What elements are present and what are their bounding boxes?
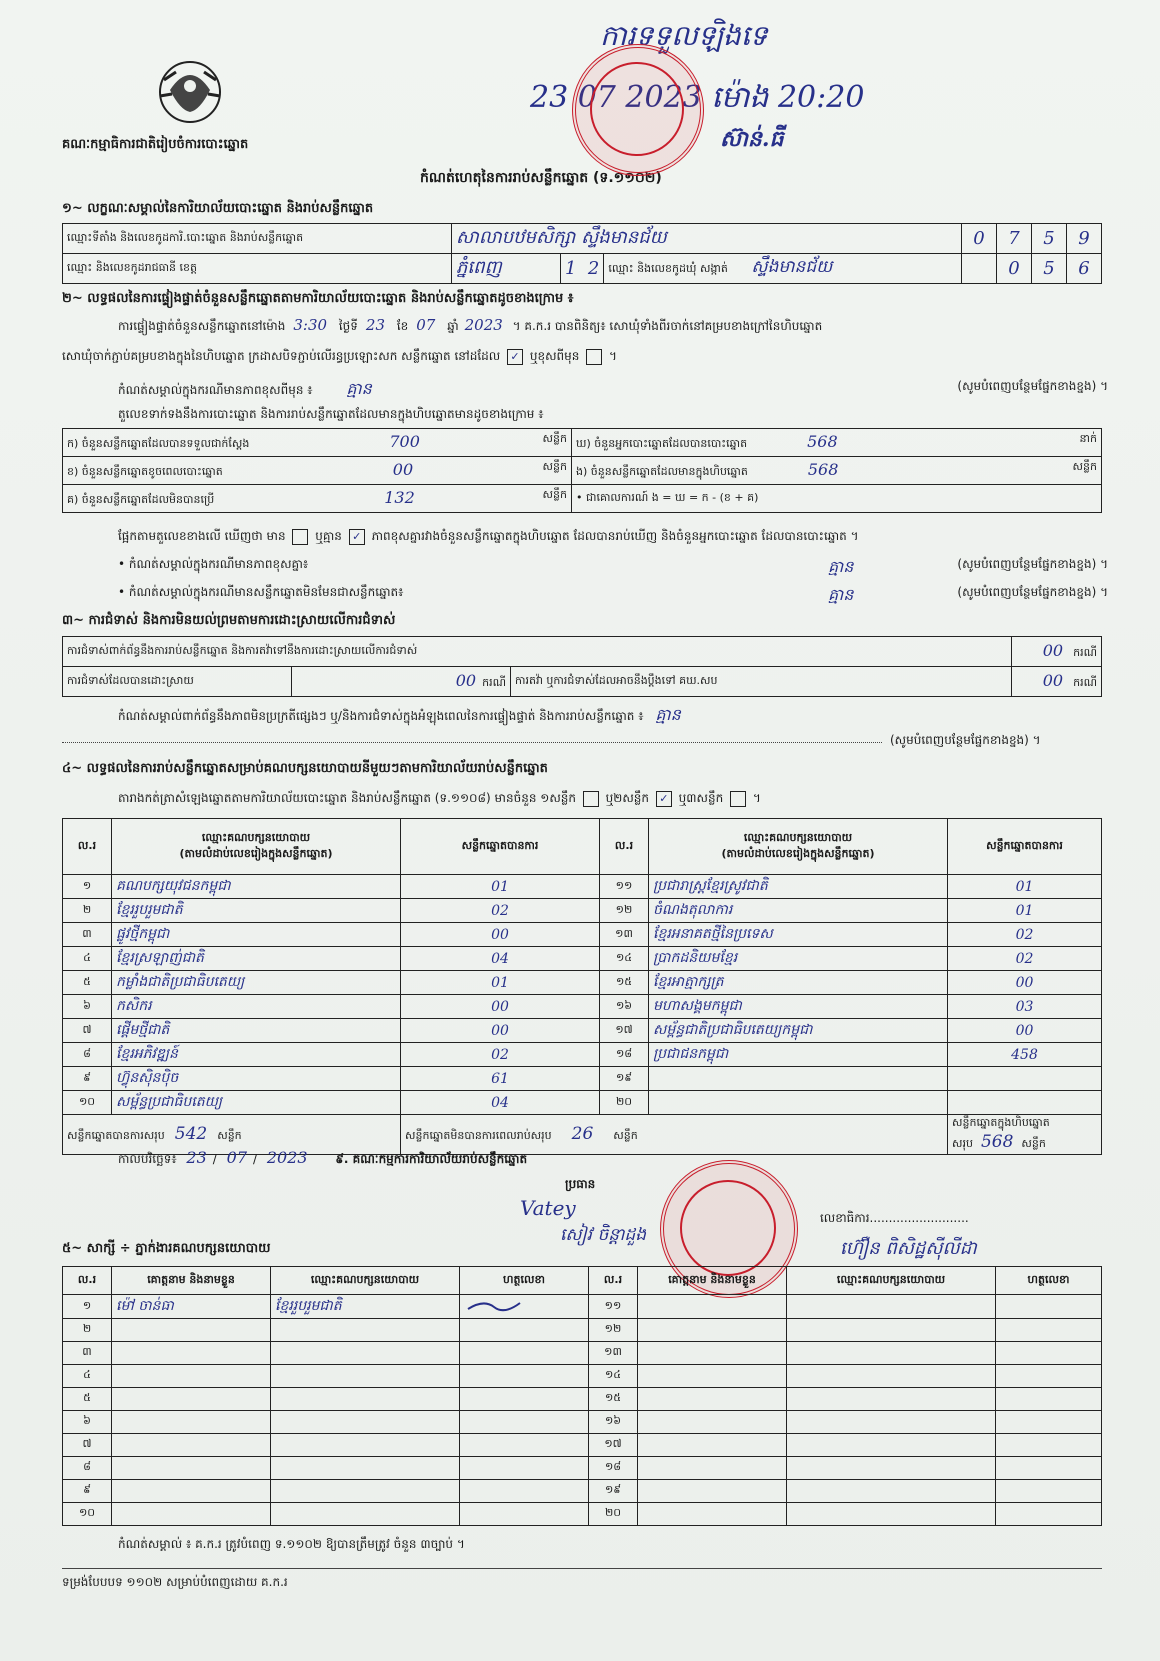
witness-party: [271, 1388, 460, 1411]
party-votes: 00: [401, 995, 600, 1019]
party-votes: 01: [401, 971, 600, 995]
witness-number: ៧: [63, 1434, 112, 1457]
witness-number: ១១: [589, 1295, 638, 1319]
party-votes: 00: [401, 923, 600, 947]
witness-row: [63, 1388, 1102, 1411]
party-name: [649, 1091, 948, 1115]
report-date: កាលបរិច្ឆេទ៖ 23 / 07 / 2023 ៩. គណៈកម្មការការិយាល័យរាប់សន្លឹកឆ្នោត: [118, 1148, 528, 1167]
party-number: ១២: [600, 899, 649, 923]
witness-signature[interactable]: [996, 1295, 1102, 1319]
witness-name: ម៉ៅ ចាន់ធា: [112, 1295, 271, 1319]
party-name: សម្ព័ន្ធប្រជាធិបតេយ្យ: [112, 1091, 401, 1115]
location-value: សាលាបឋមសិក្សា ស្ទឹងមានជ័យ: [452, 224, 962, 254]
party-number: ៧: [63, 1019, 112, 1043]
witness-signature[interactable]: [460, 1457, 589, 1480]
party-name: ខ្មែររួបរួមជាតិ: [112, 899, 401, 923]
party-name: ខ្មែរស្រឡាញ់ជាតិ: [112, 947, 401, 971]
commune-label: ឈ្មោះ និងលេខកូដឃុំ សង្កាត់: [608, 262, 728, 275]
party-number: ១៧: [600, 1019, 649, 1043]
commune-code-2: 5: [1032, 254, 1067, 284]
party-votes: 00: [948, 971, 1102, 995]
footer-form-note: ទម្រង់បែបបទ ១១០២ សម្រាប់បំពេញដោយ គ.ក.រ: [62, 1575, 288, 1589]
witness-signature[interactable]: [460, 1342, 589, 1365]
figures-intro: តួលេខទាក់ទងនឹងការបោះឆ្នោត និងការរាប់សន្លឹកឆ្នោតដែលមានក្នុងហិបឆ្នោតមានដូចខាងក្រោម ៖: [118, 407, 544, 421]
witness-table: ល.រ គោត្តនាម និងនាមខ្លួន ឈ្មោះគណបក្សនយោបាយ ហត្ថលេខា ល.រ គោត្តនាម និងនាមខ្លួន ឈ្មោះគណបក្សនយោបាយ ហត្ថលេខា ១ ម៉ៅ ចាន់ធា ខ្មែររួបរួមជាតិ ១១ ២ ១២ ៣ ១៣ ៤ ១៤ ៥ ១៥ ៦ ១៦ ៧ ១៧ ៨ ១៨ ៩ ១៩ ១០ ២០: [62, 1266, 1102, 1526]
witness-row: [63, 1457, 1102, 1480]
witness-signature[interactable]: [996, 1457, 1102, 1480]
footer-rule: [62, 1568, 1102, 1569]
party-result-row: [63, 1091, 1102, 1115]
witness-signature[interactable]: [460, 1411, 589, 1434]
witness-signature[interactable]: [460, 1388, 589, 1411]
one-sheet-checkbox[interactable]: [583, 791, 599, 807]
witness-number: ៣: [63, 1342, 112, 1365]
irregularity-note: កំណត់សម្គាល់ពាក់ព័ន្ធនឹងភាពមិនប្រក្រតីផ្សេងៗ ឬ/និងការជំទាស់ក្នុងអំឡុងពេលនៃការផ្ទៀងផ្ទាត់ និងការរាប់សន្លឹកឆ្នោត ៖ គ្មាន: [118, 705, 681, 724]
witness-signature[interactable]: [460, 1295, 589, 1319]
has-difference-checkbox[interactable]: [292, 529, 308, 545]
witness-number: ១៨: [589, 1457, 638, 1480]
party-votes: 458: [948, 1043, 1102, 1067]
witness-row: [63, 1295, 1102, 1319]
location-code-1: 0: [962, 224, 997, 254]
witness-number: ១៩: [589, 1480, 638, 1503]
witness-signature[interactable]: [996, 1319, 1102, 1342]
witness-party: [271, 1342, 460, 1365]
witness-row: [63, 1434, 1102, 1457]
witness-party: ខ្មែររួបរួមជាតិ: [271, 1295, 460, 1319]
party-name: ខ្មែរអនាគតថ្មីនៃប្រទេស: [649, 923, 948, 947]
witness-name: [112, 1388, 271, 1411]
witness-signature[interactable]: [996, 1388, 1102, 1411]
witness-party: [271, 1457, 460, 1480]
committee-name: គណៈកម្មាធិការជាតិរៀបចំការបោះឆ្នោត: [62, 137, 249, 152]
party-votes: 04: [401, 1091, 600, 1115]
party-name: ប្រជារាស្ត្រខ្មែរស្រូវជាតិ: [649, 875, 948, 899]
complaints-table: ការជំទាស់ពាក់ព័ន្ធនឹងការរាប់សន្លឹកឆ្នោត និងការតវ៉ាទៅនឹងការដោះស្រាយលើការជំទាស់ 00 ករណី ការជំទាស់ដែលបានដោះស្រាយ 00 ករណី ការតវ៉ា ឬការជំទាស់ដែលអាចនឹងប្តឹងទៅ គឃ.សប 00 ករណី: [62, 636, 1102, 697]
party-result-row: [63, 1019, 1102, 1043]
received-note: ការទទួលឡិងទេ: [600, 19, 768, 52]
irregularity-hint: (សូមបំពេញបន្ថែមផ្នែកខាងខ្នង) ។: [890, 733, 1041, 747]
witness-party: [787, 1295, 996, 1319]
party-number: ១១: [600, 875, 649, 899]
party-name: ចំណងតុលាការ: [649, 899, 948, 923]
witness-name: [638, 1295, 787, 1319]
witness-party: [787, 1319, 996, 1342]
location-table: [62, 223, 1102, 284]
witness-name: [638, 1319, 787, 1342]
party-votes: 02: [948, 923, 1102, 947]
witness-row: [63, 1503, 1102, 1526]
party-votes: 00: [948, 1019, 1102, 1043]
witness-party: [271, 1480, 460, 1503]
party-votes: 01: [948, 875, 1102, 899]
section4-title: ៤~ លទ្ធផលនៃការរាប់សន្លឹកឆ្នោតសម្រាប់គណបក្សនយោបាយនីមួយៗតាមការិយាល័យរាប់សន្លឹកឆ្នោត: [62, 761, 548, 776]
chair-signature: Vatey: [520, 1196, 576, 1220]
changed-checkbox[interactable]: [586, 349, 602, 365]
secretary-label: លេខាធិការ..........................: [820, 1211, 969, 1225]
witness-row: [63, 1342, 1102, 1365]
party-votes: 03: [948, 995, 1102, 1019]
received-datetime: 23 07 2023 ម៉ោង 20:20: [530, 80, 865, 115]
location-label: ឈ្មោះទីតាំង និងលេខកូដការិ.បោះឆ្នោត និងរាប់សន្លឹកឆ្នោត: [63, 224, 452, 254]
section2-title: ២~ លទ្ធផលនៃការផ្ទៀងផ្ទាត់ចំនួនសន្លឹកឆ្នោតតាមការិយាល័យបោះឆ្នោត និងរាប់សន្លឹកឆ្នោតដូចខាងក្រោម ៖: [62, 291, 574, 306]
location-code-4: 9: [1067, 224, 1102, 254]
location-code-2: 7: [997, 224, 1032, 254]
signature-scribble: [464, 1297, 524, 1313]
witness-party: [787, 1388, 996, 1411]
party-name: ប្រាកដនិយមខ្មែរ: [649, 947, 948, 971]
section3-title: ៣~ ការជំទាស់ និងការមិនយល់ព្រមតាមការដោះស្រាយលើការជំទាស់: [62, 613, 396, 628]
party-name: ខ្មែរអាត្មាក្សត្រ: [649, 971, 948, 995]
party-name: ផ្ដើមថ្មីជាតិ: [112, 1019, 401, 1043]
witness-signature[interactable]: [996, 1342, 1102, 1365]
two-sheet-checkbox[interactable]: ✓: [656, 791, 672, 807]
witness-party: [787, 1365, 996, 1388]
witness-signature[interactable]: [996, 1480, 1102, 1503]
party-votes: 00: [401, 1019, 600, 1043]
witness-party: [787, 1342, 996, 1365]
witness-number: ២០: [589, 1503, 638, 1526]
witness-row: [63, 1365, 1102, 1388]
witness-row: [63, 1411, 1102, 1434]
unchanged-checkbox[interactable]: ✓: [507, 349, 523, 365]
witness-name: [112, 1342, 271, 1365]
footnote: កំណត់សម្គាល់ ៖ គ.ក.រ ត្រូវបំពេញ ទ.១១០២ ឱ្យបានត្រឹមត្រូវ ចំនួន ៣ច្បាប់ ។: [118, 1537, 465, 1551]
witness-number: ១០: [63, 1503, 112, 1526]
witness-name: [112, 1434, 271, 1457]
suspect-ballot-note: • កំណត់សម្គាល់ក្នុងករណីមានសន្លឹកឆ្នោតមិនមែនជាសន្លឹកឆ្នោត៖ គ្មាន (សូមបំពេញបន្ថែមផ្នែកខាងខ្នង) ។: [118, 585, 1108, 604]
party-result-row: [63, 899, 1102, 923]
party-results-table: ល.រ ឈ្មោះគណបក្សនយោបាយ (តាមលំដាប់លេខរៀងក្នុងសន្លឹកឆ្នោត) សន្លឹកឆ្នោតបានការ ល.រ ឈ្មោះគណបក្សនយោបាយ (តាមលំដាប់លេខរៀងក្នុងសន្លឹកឆ្នោត) សន្លឹកឆ្នោតបានការ ១ គណបក្សយុវជនកម្ពុជា 01 ១១ ប្រជារាស្ត្រខ្មែរស្រូវជាតិ 01 ២ ខ្មែររួបរួមជាតិ 02 ១២ ចំណងតុលាការ 01 ៣ ផ្លូវថ្មីកម្ពុជា 00 ១៣ ខ្មែរអនាគតថ្មីនៃប្រទេស 02 ៤ ខ្មែរស្រឡាញ់ជាតិ 04 ១៤ ប្រាកដនិយមខ្មែរ 02 ៥ កម្លាំងជាតិប្រជាធិបតេយ្យ 01 ១៥ ខ្មែរអាត្មាក្សត្រ 00 ៦ កសិករ 00 ១៦ មហាសង្គមកម្ពុជា 03 ៧ ផ្ដើមថ្មីជាតិ 00 ១៧ សម្ព័ន្ធជាតិប្រជាធិបតេយ្យកម្ពុជា 00 ៨ ខ្មែរអភិវឌ្ឍន៍ 02 ១៨ ប្រជាជនកម្ពុជា 458 ៩ ហ៊្វុនស៊ិនប៉ិច 61 ១៩ ១០ សម្ព័ន្ធប្រជាធិបតេយ្យ 04 ២០ សន្លឹកឆ្នោតបានការសរុប 542 សន្លឹក សន្លឹកឆ្នោតមិនបានការពេលរាប់សរុប 26 សន្លឹក សន្លឹកឆ្នោតក្នុងហិបឆ្នោតសរុប 568 សន្លឹក: [62, 818, 1102, 1155]
witness-name: [112, 1411, 271, 1434]
section1-title: ១~ លក្ខណៈសម្គាល់នៃការិយាល័យបោះឆ្នោត និងរាប់សន្លឹកឆ្នោត: [62, 201, 374, 216]
witness-signature[interactable]: [460, 1434, 589, 1457]
witness-signature[interactable]: [996, 1503, 1102, 1526]
witness-party: [787, 1503, 996, 1526]
witness-number: ២: [63, 1319, 112, 1342]
party-votes: 02: [401, 1043, 600, 1067]
form-title: កំណត់ហេតុនៃការរាប់សន្លឹកឆ្នោត (ទ.១១០២): [420, 170, 662, 186]
secretary-name: ហ៊ឿន ពិសិដ្ឋស៊ីលីដា: [840, 1238, 977, 1259]
witness-party: [271, 1434, 460, 1457]
witness-number: ៨: [63, 1457, 112, 1480]
party-result-row: [63, 923, 1102, 947]
party-votes: [948, 1091, 1102, 1115]
section5-title: ៥~ សាក្សី ÷ ភ្នាក់ងារគណបក្សនយោបាយ: [62, 1241, 271, 1256]
no-difference-checkbox[interactable]: ✓: [349, 529, 365, 545]
witness-number: ១៦: [589, 1411, 638, 1434]
party-number: ១៣: [600, 923, 649, 947]
party-number: ៨: [63, 1043, 112, 1067]
party-number: ១៨: [600, 1043, 649, 1067]
witness-row: [63, 1319, 1102, 1342]
party-number: ៩: [63, 1067, 112, 1091]
party-number: ៤: [63, 947, 112, 971]
witness-signature[interactable]: [460, 1480, 589, 1503]
party-number: ១៩: [600, 1067, 649, 1091]
location-code-3: 5: [1032, 224, 1067, 254]
witness-name: [112, 1503, 271, 1526]
witness-name: [112, 1365, 271, 1388]
witness-name: [638, 1342, 787, 1365]
party-votes: 02: [401, 899, 600, 923]
party-votes: [948, 1067, 1102, 1091]
chair-label: ប្រធាន: [565, 1177, 596, 1191]
party-number: ៥: [63, 971, 112, 995]
witness-party: [787, 1434, 996, 1457]
witness-name: [638, 1388, 787, 1411]
party-number: ២: [63, 899, 112, 923]
tally-sheet-count: តារាងកត់ត្រាសំឡេងឆ្នោតតាមការិយាល័យបោះឆ្នោត និងរាប់សន្លឹកឆ្នោត (ទ.១១០៨) មានចំនួន ១សន្លឹក ឬ២សន្លឹក ✓ ឬ៣សន្លឹក ។: [118, 791, 761, 805]
difference-note: • កំណត់សម្គាល់ក្នុងករណីមានភាពខុសគ្នា៖ គ្មាន (សូមបំពេញបន្ថែមផ្នែកខាងខ្នង) ។: [118, 557, 1108, 576]
witness-signature[interactable]: [460, 1365, 589, 1388]
witness-number: ១: [63, 1295, 112, 1319]
official-stamp-top: [572, 44, 704, 176]
witness-signature[interactable]: [460, 1319, 589, 1342]
party-result-row: [63, 1043, 1102, 1067]
party-result-row: [63, 971, 1102, 995]
party-result-row: [63, 1067, 1102, 1091]
commune-value: ស្ទឹងមានជ័យ: [751, 257, 833, 277]
figures-table: ក) ចំនួនសន្លឹកឆ្នោតដែលបានទទួលជាក់ស្តែង 700 សន្លឹក ឃ) ចំនួនអ្នកបោះឆ្នោតដែលបានបោះឆ្នោត 568 នាក់ ខ) ចំនួនសន្លឹកឆ្នោតខូចពេលបោះឆ្នោត 00 សន្លឹក ង) ចំនួនសន្លឹកឆ្នោតដែលមានក្នុងហិបឆ្នោត 568 សន្លឹក គ) ចំនួនសន្លឹកឆ្នោតដែលមិនបានប្រើ 132 សន្លឹក • ជាគោលការណ៍ ង = ឃ = ក - (ខ + គ): [62, 428, 1102, 513]
chair-name: សៀវ ចិន្តាដួង: [560, 1225, 647, 1245]
party-result-row: [63, 995, 1102, 1019]
party-result-row: [63, 875, 1102, 899]
witness-name: [112, 1319, 271, 1342]
witness-number: ១២: [589, 1319, 638, 1342]
three-sheet-checkbox[interactable]: [730, 791, 746, 807]
party-number: ១: [63, 875, 112, 899]
commune-code-3: 6: [1067, 254, 1102, 284]
party-name: ខ្មែរអភិវឌ្ឍន៍: [112, 1043, 401, 1067]
party-name: ហ៊្វុនស៊ិនប៉ិច: [112, 1067, 401, 1091]
witness-party: [271, 1411, 460, 1434]
party-name: កសិករ: [112, 995, 401, 1019]
witness-number: ៥: [63, 1388, 112, 1411]
party-name: មហាសង្គមកម្ពុជា: [649, 995, 948, 1019]
witness-signature[interactable]: [996, 1434, 1102, 1457]
witness-signature[interactable]: [996, 1365, 1102, 1388]
party-votes: 61: [401, 1067, 600, 1091]
party-number: ១៥: [600, 971, 649, 995]
party-name: គណបក្សយុវជនកម្ពុជា: [112, 875, 401, 899]
party-votes: 01: [401, 875, 600, 899]
party-number: ៣: [63, 923, 112, 947]
witness-name: [638, 1480, 787, 1503]
witness-party: [271, 1503, 460, 1526]
witness-name: [638, 1457, 787, 1480]
witness-party: [787, 1411, 996, 1434]
witness-name: [112, 1480, 271, 1503]
witness-party: [271, 1319, 460, 1342]
party-name: ផ្លូវថ្មីកម្ពុជា: [112, 923, 401, 947]
witness-name: [638, 1434, 787, 1457]
witness-number: ១៤: [589, 1365, 638, 1388]
nec-emblem: [150, 50, 230, 130]
witness-number: ១៣: [589, 1342, 638, 1365]
party-name: សម្ព័ន្ធជាតិប្រជាធិបតេយ្យកម្ពុជា: [649, 1019, 948, 1043]
party-votes: 04: [401, 947, 600, 971]
witness-party: [787, 1457, 996, 1480]
difference-line: ផ្អែកតាមតួលេខខាងលើ ឃើញថា មាន ឬគ្មាន ✓ ភាពខុសគ្នារវាងចំនួនសន្លឹកឆ្នោតក្នុងហិបឆ្នោត ដែលបានរាប់ឃើញ និងចំនួនអ្នកបោះឆ្នោត ដែលបានបោះឆ្នោត ។: [118, 529, 859, 543]
witness-name: [638, 1365, 787, 1388]
witness-name: [638, 1411, 787, 1434]
witness-signature[interactable]: [460, 1503, 589, 1526]
party-number: ២០: [600, 1091, 649, 1115]
party-name: កម្លាំងជាតិប្រជាធិបតេយ្យ: [112, 971, 401, 995]
party-name: [649, 1067, 948, 1091]
irregularity-dotted-line: [62, 742, 882, 743]
commune-code-1: 0: [997, 254, 1032, 284]
party-number: ១០: [63, 1091, 112, 1115]
verification-line1: ការផ្ទៀងផ្ទាត់ចំនួនសន្លឹកឆ្នោតនៅម៉ោង 3:30 ថ្ងៃទី 23 ខែ 07 ឆ្នាំ 2023 ។ គ.ក.រ បានពិនិត្យ៖ សោឃុំទាំងពីរចាក់នៅគម្របខាងក្រៅនៃហិបឆ្នោត: [118, 316, 823, 334]
party-number: ៦: [63, 995, 112, 1019]
witness-number: ១៧: [589, 1434, 638, 1457]
change-note-line: កំណត់សម្គាល់ក្នុងករណីមានភាពខុសពីមុន ៖ គ្មាន (សូមបំពេញបន្ថែមផ្នែកខាងខ្នង) ។: [118, 379, 1108, 398]
province-label: ឈ្មោះ និងលេខកូដរាជធានី ខេត្ត: [63, 254, 452, 284]
witness-number: ៤: [63, 1365, 112, 1388]
witness-number: ៩: [63, 1480, 112, 1503]
witness-signature[interactable]: [996, 1411, 1102, 1434]
witness-row: [63, 1480, 1102, 1503]
province-value: ភ្នំពេញ: [452, 254, 561, 284]
witness-name: [112, 1457, 271, 1480]
party-result-row: [63, 947, 1102, 971]
witness-party: [271, 1365, 460, 1388]
received-signer: ស៊ាន់.ធី: [720, 126, 784, 152]
witness-name: [638, 1503, 787, 1526]
party-number: ១៦: [600, 995, 649, 1019]
witness-party: [787, 1480, 996, 1503]
commune-cell: [604, 254, 962, 284]
witness-number: ១៥: [589, 1388, 638, 1411]
witness-number: ៦: [63, 1411, 112, 1434]
party-votes: 01: [948, 899, 1102, 923]
verification-line2: សោឃុំចាក់ភ្ជាប់គម្របខាងក្នុងនៃហិបឆ្នោត ក្រដាសបិទភ្ជាប់លើរន្ធប្រឡោះសក សន្លឹកឆ្នោត នៅដដែល ✓ ឬខុសពីមុន ។: [62, 349, 617, 363]
party-name: ប្រជាជនកម្ពុជា: [649, 1043, 948, 1067]
province-code: 1 2: [561, 254, 604, 284]
party-number: ១៤: [600, 947, 649, 971]
party-votes: 02: [948, 947, 1102, 971]
